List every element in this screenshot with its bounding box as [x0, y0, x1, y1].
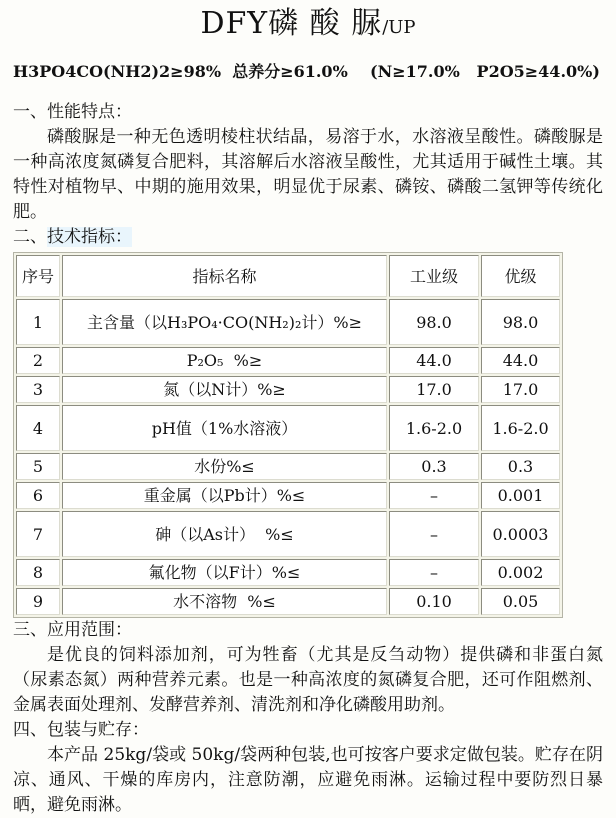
section-1-heading: 一、性能特点： — [13, 102, 132, 122]
cell-premium: 0.3 — [481, 453, 560, 480]
cell-premium: 0.002 — [481, 559, 560, 586]
cell-premium: 98.0 — [481, 299, 560, 345]
cell-industrial: – — [389, 511, 479, 557]
col-header-name: 指标名称 — [62, 255, 387, 297]
col-header-no: 序号 — [16, 255, 60, 297]
section-4-paragraph: 本产品 25kg/袋或 50kg/袋两种包装,也可按客户要求定做包装。贮存在阴凉、通风、干燥的库房内，注意防潮，应避免雨淋。运输过程中要防烈日暴晒，避免雨淋。 — [13, 745, 603, 815]
cell-name: pH值（1%水溶液） — [62, 405, 387, 451]
cell-name: 主含量（以H₃PO₄·CO(NH₂)₂计）%≥ — [62, 299, 387, 345]
cell-name: 重金属（以Pb计）%≤ — [62, 482, 387, 509]
section-3-paragraph: 是优良的饲料添加剂，可为牲畜（尤其是反刍动物）提供磷和非蛋白氮（尿素态氮）两种营养元素。也是一种高浓度的氮磷复合肥，还可作阻燃剂、金属表面处理剂、发酵营养剂、清洗剂和净化磷酸用助剂。 — [13, 645, 603, 715]
table-row — [16, 588, 560, 615]
section-3-heading: 三、应用范围： — [13, 620, 132, 640]
cell-no: 4 — [16, 405, 60, 451]
cell-premium: 0.001 — [481, 482, 560, 509]
table-row — [16, 299, 560, 345]
cell-premium: 0.0003 — [481, 511, 560, 557]
section-4-heading: 四、包装与贮存： — [13, 720, 149, 740]
cell-no: 6 — [16, 482, 60, 509]
cell-industrial: 0.3 — [389, 453, 479, 480]
section-2-heading — [13, 225, 603, 250]
cell-name: 水份%≤ — [62, 453, 387, 480]
cell-premium: 0.05 — [481, 588, 560, 615]
page-title-main: DFY磷 酸 脲 — [200, 6, 383, 41]
page-title — [13, 2, 603, 50]
table-row — [16, 511, 560, 557]
cell-no: 8 — [16, 559, 60, 586]
cell-name: P₂O₅ %≥ — [62, 347, 387, 374]
cell-name: 氟化物（以F计）%≤ — [62, 559, 387, 586]
table-row — [16, 347, 560, 374]
page-title-suffix: /UP — [382, 17, 416, 38]
cell-name: 砷（以As计） %≤ — [62, 511, 387, 557]
cell-premium: 17.0 — [481, 376, 560, 403]
cell-premium: 1.6-2.0 — [481, 405, 560, 451]
table-row — [16, 453, 560, 480]
cell-no: 3 — [16, 376, 60, 403]
section-1-paragraph: 磷酸脲是一种无色透明棱柱状结晶，易溶于水，水溶液呈酸性。磷酸脲是一种高浓度氮磷复合肥料，其溶解后水溶液呈酸性，尤其适用于碱性土壤。其特性对植物早、中期的施用效果，明显优于尿素、磷铵、磷酸二氢钾等传统化肥。 — [13, 127, 603, 222]
cell-industrial: 1.6-2.0 — [389, 405, 479, 451]
cell-name: 水不溶物 %≤ — [62, 588, 387, 615]
cell-industrial: – — [389, 482, 479, 509]
table-row — [16, 482, 560, 509]
table-row — [16, 559, 560, 586]
cell-industrial: 44.0 — [389, 347, 479, 374]
cell-industrial: 17.0 — [389, 376, 479, 403]
cell-industrial: – — [389, 559, 479, 586]
chemical-formula-line: H3PO4CO(NH2)2≥98% 总养分≥61.0% (N≥17.0% P2O5≥44.0%) — [13, 62, 600, 81]
table-row — [16, 376, 560, 403]
spec-table — [13, 252, 563, 618]
col-header-industrial: 工业级 — [389, 255, 479, 297]
section-2-heading-prefix: 二、 — [13, 227, 47, 247]
table-header-row — [16, 255, 560, 297]
cell-name: 氮（以N计）%≥ — [62, 376, 387, 403]
cell-industrial: 98.0 — [389, 299, 479, 345]
cell-no: 2 — [16, 347, 60, 374]
cell-no: 9 — [16, 588, 60, 615]
table-row — [16, 405, 560, 451]
section-2-heading-text: 技术指标： — [47, 227, 132, 247]
cell-industrial: 0.10 — [389, 588, 479, 615]
cell-no: 5 — [16, 453, 60, 480]
cell-no: 7 — [16, 511, 60, 557]
cell-premium: 44.0 — [481, 347, 560, 374]
col-header-premium: 优级 — [481, 255, 560, 297]
cell-no: 1 — [16, 299, 60, 345]
